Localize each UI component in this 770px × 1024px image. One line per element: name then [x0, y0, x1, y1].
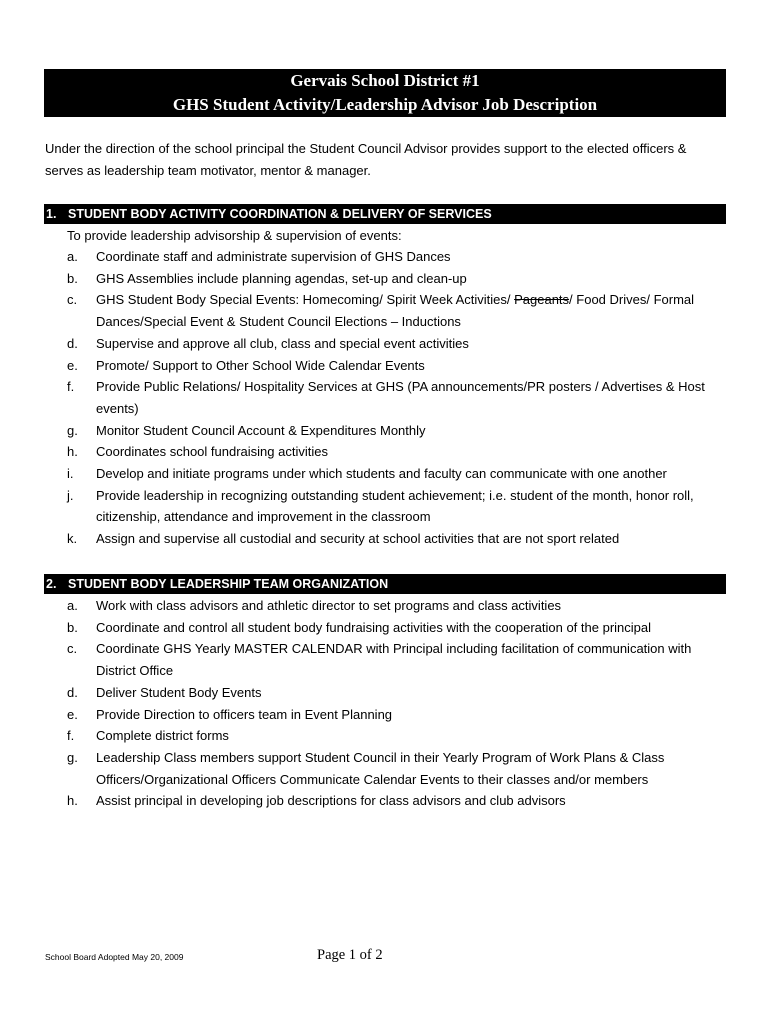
- list-marker: d.: [67, 335, 78, 351]
- list-item-text: Supervise and approve all club, class and special event activities: [96, 335, 469, 351]
- list-item-text: Deliver Student Body Events: [96, 684, 262, 700]
- footer-adopted-date: School Board Adopted May 20, 2009: [45, 952, 184, 962]
- section-1-number: 1.: [46, 207, 57, 221]
- list-item: [67, 617, 727, 639]
- list-item-text: Provide Direction to officers team in Event Planning: [96, 706, 393, 722]
- list-marker: d.: [67, 684, 78, 700]
- list-marker: g.: [67, 422, 78, 438]
- section-2-list: [67, 595, 727, 812]
- list-item-text: Assign and supervise all custodial and security at school activities that are not sport related: [96, 531, 620, 547]
- list-item-text: Provide leadership in recognizing outstanding student achievement; i.e. student of the month, honor roll, citizenship, attendance and improvement in the classroom: [96, 487, 694, 525]
- intro-paragraph: Under the direction of the school principal the Student Council Advisor provides support to the elected officers & serves as leadership team motivator, mentor & manager.: [45, 141, 687, 178]
- list-marker: g.: [67, 749, 78, 765]
- list-item-text: Work with class advisors and athletic director to set programs and class activities: [96, 598, 562, 613]
- list-marker: e.: [67, 706, 78, 722]
- list-item-text: Promote/ Support to Other School Wide Calendar Events: [96, 357, 425, 373]
- section-1-list: [67, 246, 727, 550]
- list-item-text: Coordinate GHS Yearly MASTER CALENDAR with Principal including facilitation of communication with District Office: [96, 641, 692, 679]
- section-1-title: STUDENT BODY ACTIVITY COORDINATION & DELIVERY OF SERVICES: [68, 207, 492, 221]
- list-item: [67, 528, 727, 550]
- list-marker: a.: [67, 249, 78, 264]
- list-item-text: Coordinate and control all student body fundraising activities with the cooperation of the principal: [96, 619, 652, 635]
- list-item-text: Monitor Student Council Account & Expenditures Monthly: [96, 422, 426, 438]
- list-item: [67, 333, 727, 355]
- list-item: [67, 463, 727, 485]
- list-marker: e.: [67, 357, 78, 373]
- list-marker: k.: [67, 531, 78, 547]
- district-title: Gervais School District #1: [290, 71, 480, 90]
- list-item: [67, 595, 727, 617]
- list-marker: h.: [67, 793, 78, 809]
- list-item-text: Coordinate staff and administrate supervision of GHS Dances: [96, 249, 451, 264]
- document-title-block: [44, 69, 726, 117]
- list-marker: i.: [67, 466, 74, 482]
- list-marker: a.: [67, 598, 78, 613]
- section-1-subtitle: To provide leadership advisorship & supervision of events:: [67, 228, 402, 243]
- list-item: [67, 747, 727, 790]
- section-2-header: [44, 574, 726, 594]
- list-marker: c.: [67, 641, 78, 657]
- section-2-number: 2.: [46, 577, 57, 591]
- list-marker: c.: [67, 292, 78, 308]
- list-item: [67, 441, 727, 463]
- list-marker: j.: [67, 487, 74, 503]
- list-marker: f.: [67, 728, 75, 744]
- list-item: [67, 420, 727, 442]
- list-item: [67, 355, 727, 377]
- page-number: Page 1 of 2: [317, 947, 383, 963]
- list-item: [67, 376, 727, 419]
- list-item: [67, 704, 727, 726]
- list-item: [67, 638, 727, 681]
- list-marker: b.: [67, 270, 78, 286]
- list-item-text-after: / Food Drives/ Formal Dances/Special Event & Student Council Elections – Inductions: [96, 292, 695, 330]
- list-item: [67, 682, 727, 704]
- list-item: [67, 725, 727, 747]
- list-marker: f.: [67, 379, 75, 395]
- list-item-text: Assist principal in developing job descriptions for class advisors and club advisors: [96, 793, 566, 809]
- list-item: [67, 289, 727, 332]
- list-item-text: Develop and initiate programs under which students and faculty can communicate with one another: [96, 466, 667, 482]
- list-item-text-before: GHS Student Body Special Events: Homecoming/ Spirit Week Activities/: [96, 292, 515, 308]
- list-item-text: Complete district forms: [96, 728, 229, 744]
- job-description-title: GHS Student Activity/Leadership Advisor Job Description: [172, 95, 598, 114]
- list-item-text: Coordinates school fundraising activities: [96, 444, 328, 460]
- struck-text: Pageants: [514, 292, 570, 308]
- list-item: [67, 268, 727, 290]
- list-item: [67, 246, 727, 268]
- section-2-title: STUDENT BODY LEADERSHIP TEAM ORGANIZATION: [68, 577, 389, 591]
- list-marker: h.: [67, 444, 78, 460]
- list-item: [67, 790, 727, 812]
- list-item-text: Provide Public Relations/ Hospitality Services at GHS (PA announcements/PR posters / Advertises & Host events): [96, 379, 705, 416]
- list-item: [67, 485, 727, 528]
- list-item-text: GHS Assemblies include planning agendas, set-up and clean-up: [96, 270, 467, 286]
- section-1-header: [44, 204, 726, 224]
- list-item-text: Leadership Class members support Student Council in their Yearly Program of Work Plans & Class Officers/Organizational Officers Communicate Calendar Events to their classes and/or members: [96, 749, 665, 787]
- list-marker: b.: [67, 619, 78, 635]
